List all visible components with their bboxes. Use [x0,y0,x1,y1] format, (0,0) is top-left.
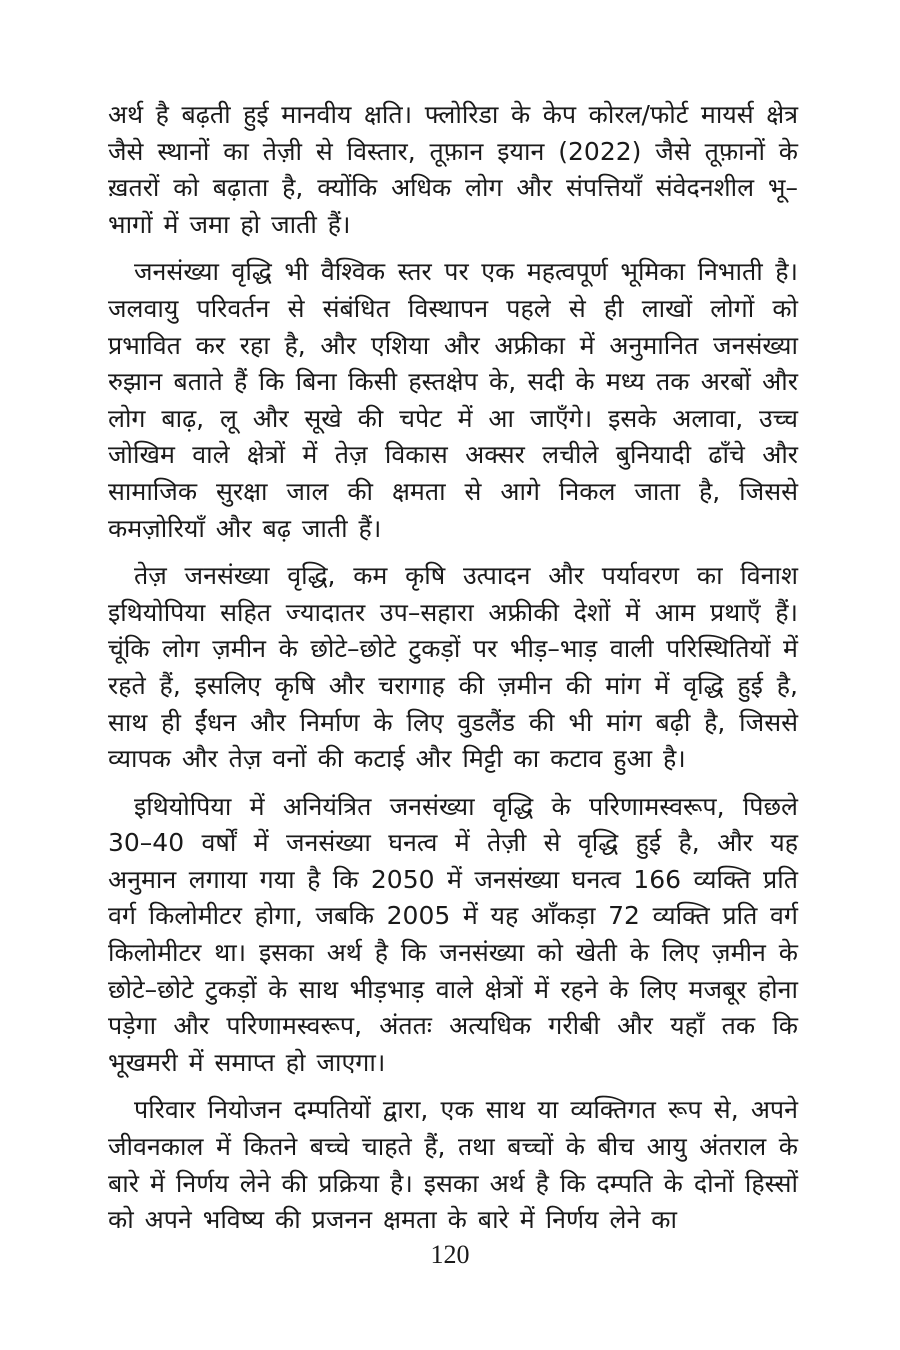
page-text-block [108,97,798,1250]
paragraph: परिवार नियोजन दम्पतियों द्वारा, एक साथ या व्यक्तिगत रूप से, अपने जीवनकाल में कितने बच्चे चाहते हैं, तथा बच्चों के बीच आयु अंतराल के बारे में निर्णय लेने की प्रक्रिया है। इसका अर्थ है कि दम्पति के दोनों हिस्सों को अपने भविष्य की प्रजनन क्षमता के बारे में निर्णय लेने का [108,1095,798,1235]
paragraph: इथियोपिया में अनियंत्रित जनसंख्या वृद्धि के परिणामस्वरूप, पिछले 30–40 वर्षों में जनसंख्या घनत्व में तेज़ी से वृद्धि हुई है, और यह अनुमान लगाया गया है कि 2050 में जनसंख्या घनत्व 166 व्यक्ति प्रति वर्ग किलोमीटर होगा, जबकि 2005 में यह आँकड़ा 72 व्यक्ति प्रति वर्ग किलोमीटर था। इसका अर्थ है कि जनसंख्या को खेती के लिए ज़मीन के छोटे–छोटे टुकड़ों के साथ भीड़भाड़ वाले क्षेत्रों में रहने के लिए मजबूर होना पड़ेगा और परिणामस्वरूप, अंततः अत्यधिक गरीबी और यहाँ तक कि भूखमरी में समाप्त हो जाएगा। [108,791,798,1077]
page-number: 120 [430,1240,470,1269]
paragraph: जनसंख्या वृद्धि भी वैश्विक स्तर पर एक महत्वपूर्ण भूमिका निभाती है। जलवायु परिवर्तन से संबंधित विस्थापन पहले से ही लाखों लोगों को प्रभावित कर रहा है, और एशिया और अफ्रीका में अनुमानित जनसंख्या रुझान बताते हैं कि बिना किसी हस्तक्षेप के, सदी के मध्य तक अरबों और लोग बाढ़, लू और सूखे की चपेट में आ जाएँगे। इसके अलावा, उच्च जोखिम वाले क्षेत्रों में तेज़ विकास अक्सर लचीले बुनियादी ढाँचे और सामाजिक सुरक्षा जाल की क्षमता से आगे निकल जाता है, जिससे कमज़ोरियाँ और बढ़ जाती हैं। [108,257,798,543]
paragraph: अर्थ है बढ़ती हुई मानवीय क्षति। फ्लोरिडा के केप कोरल/फोर्ट मायर्स क्षेत्र जैसे स्थानों का तेज़ी से विस्तार, तूफ़ान इयान (2022) जैसे तूफ़ानों के ख़तरों को बढ़ाता है, क्योंकि अधिक लोग और संपत्तियाँ संवेदनशील भू–भागों में जमा हो जाती हैं। [108,100,798,239]
paragraph: तेज़ जनसंख्या वृद्धि, कम कृषि उत्पादन और पर्यावरण का विनाश इथियोपिया सहित ज्यादातर उप–सहारा अफ्रीकी देशों में आम प्रथाएँ हैं। चूंकि लोग ज़मीन के छोटे–छोटे टुकड़ों पर भीड़–भाड़ वाली परिस्थितियों में रहते हैं, इसलिए कृषि और चरागाह की ज़मीन की मांग में वृद्धि हुई है, साथ ही ईंधन और निर्माण के लिए वुडलैंड की भी मांग बढ़ी है, जिससे व्यापक और तेज़ वनों की कटाई और मिट्टी का कटाव हुआ है। [108,561,798,774]
